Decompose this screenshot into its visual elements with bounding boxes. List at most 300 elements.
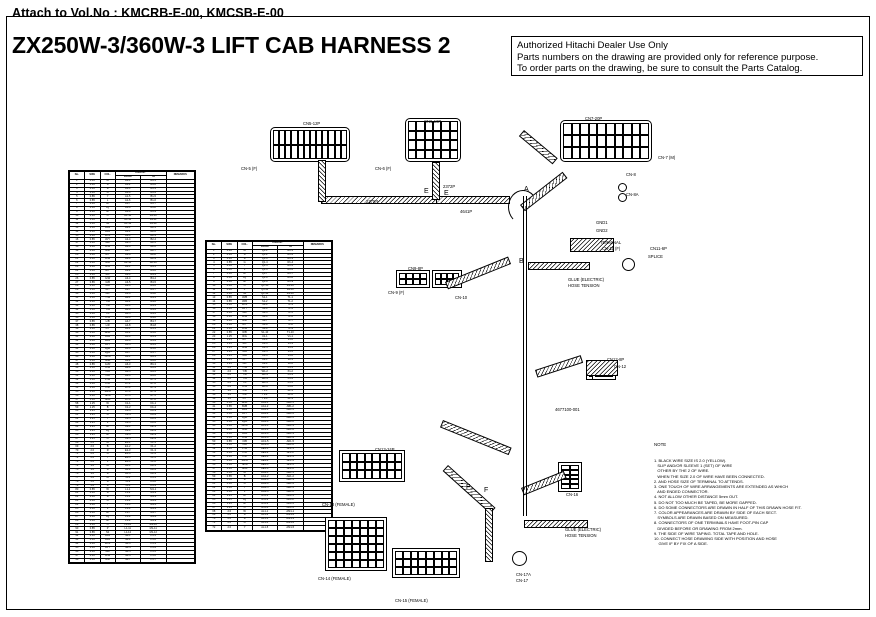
label-lbl-cn8: CN-8 [626, 172, 636, 177]
connector-pin [328, 552, 336, 560]
harness-branch-top-3 [436, 196, 510, 204]
table-row: 72 2.0 Y E1-5 F1-5 [70, 457, 195, 461]
connector-pin [368, 560, 376, 568]
table-row: 17 0.85 W/L A2-5 B2-5 [70, 242, 195, 246]
connector-pin [632, 123, 641, 135]
table-row: 10 0.85 O A1-10 B1-10 [70, 214, 195, 218]
label-lbl-cn13: CN-13 (FEMALE) [322, 502, 355, 507]
note-line: 6. DO SOME CONNECTORS ARE DRAWN IN HALF OF THIS DRAWN HOSE FIT. [654, 504, 802, 510]
label-lbl-term: TERMINAL [600, 240, 622, 245]
connector-pin [606, 123, 615, 135]
table-row: 17 0.85 W/L S1-5 T1-5 [207, 312, 332, 316]
connector-pin [416, 131, 424, 141]
label-lbl-w1: 2375P [366, 199, 379, 204]
table-row: 64 1.25 Br C2-1 D2-1 [70, 425, 195, 429]
connector-pin [360, 520, 368, 528]
connector-pin [357, 462, 365, 471]
trunk-curve [508, 190, 538, 224]
connector-pin [615, 123, 624, 135]
ref-e-letter: E [424, 188, 429, 195]
table-row: 12 0.85 Sb A1-12 B1-12 [70, 222, 195, 226]
connector-pin [344, 552, 352, 560]
table-row: 13 0.85 W/B A2-1 B2-1 [70, 226, 195, 230]
table-row: 33 2.0 Y/R W1-3 X1-3 [207, 374, 332, 378]
terminal-ring-1 [618, 183, 627, 192]
table-row: 56 0.85 Sb/B A7-5 B7-5 [70, 394, 195, 398]
connector-pin [328, 528, 336, 536]
label-lbl-cn12: CN-12 [614, 364, 627, 369]
table-row: 9 0.85 Gr Q1-9 R1-9 [207, 280, 332, 284]
notes-title: NOTE [654, 442, 667, 448]
table-row: 29 0.85 G/Y A3-7 B3-7 [70, 289, 195, 293]
table-row: 48 0.85 Gr/R A6-3 B6-3 [70, 363, 195, 367]
connector-pin [570, 484, 579, 489]
label-lbl-cn6: CN-6 (F) [375, 166, 392, 171]
connector-pin [408, 131, 416, 141]
connector-pin [357, 453, 365, 462]
connector-pin [606, 135, 615, 147]
table-row: 39 3.0 L/Y Y1-3 Z1-3 [207, 397, 332, 401]
connector-pin [365, 470, 373, 479]
connector-pin [418, 559, 426, 567]
connector-pin [434, 551, 442, 559]
table-row: 6 0.85 L A1-6 B1-6 [70, 199, 195, 203]
table-row: 65 1.25 Lg AJ1-2 AK1-2 [207, 498, 332, 502]
table-row: 69 2.0 B E1-2 F1-2 [70, 445, 195, 449]
connector-pin [357, 470, 365, 479]
label-lbl-cn13t: CN13-24P [375, 447, 395, 452]
note-line: 3. ONE TOUCH OF WIRE ARRANGEMENTS ARE EXTENDED AS WHICH [654, 484, 789, 490]
table-row: 32 0.85 Y/B A4-2 B4-2 [70, 300, 195, 304]
connector-cn-5[interactable] [270, 127, 350, 162]
connector-cn-13[interactable] [339, 450, 405, 482]
connector-pin [597, 135, 606, 147]
table-row: 47 0.85 Gr/B A6-2 B6-2 [70, 359, 195, 363]
harness-branch-bottom-2 [485, 508, 493, 562]
table-row: 41 0.85 Br/B A5-3 B5-3 [70, 336, 195, 340]
connector-cn-14[interactable] [325, 517, 387, 571]
main-trunk-2 [526, 196, 527, 516]
connector-pin [372, 462, 380, 471]
table-row: 12 0.85 Sb Q1-12 R1-12 [207, 292, 332, 296]
table-row: 43 0.85 Br/Y A5-5 B5-5 [70, 343, 195, 347]
connector-cn-15[interactable] [392, 548, 460, 578]
table-row: 33 0.85 Y/R A4-3 B4-3 [70, 304, 195, 308]
table-row: 22 0.85 R/B A2-10 B2-10 [70, 261, 195, 265]
label-lbl-w3: 4641P [460, 209, 473, 214]
table-row: 41 0.85 Br/B AA1-2 AB1-2 [207, 405, 332, 409]
note-line: 10. CONNECT HOSE DRAWING SIDE WITH POSITION AND HOSE [654, 536, 777, 542]
connector-pin [413, 279, 420, 285]
label-lbl-cn17b: CN-17A [516, 572, 531, 577]
harness-branch-top-2 [318, 160, 326, 202]
table-row: 74 3.0 W G1-1 H1-1 [70, 464, 195, 468]
table-row: 15 0.85 W/G S1-3 T1-3 [207, 304, 332, 308]
table-row: 49 0.85 O/W AC1-4 AD1-4 [207, 436, 332, 440]
table-row: 14 0.85 W/R A2-2 B2-2 [70, 230, 195, 234]
table-row: 95 0.85 W/Y N1-4 P1-4 [70, 547, 195, 551]
connector-pin [328, 520, 336, 528]
connector-pin [615, 147, 624, 159]
ref-b-letter: B [519, 258, 524, 265]
connector-pin [342, 462, 350, 471]
ref-a-letter: A [524, 186, 529, 193]
table-row: 83 0.85 G L1-4 M1-4 [70, 500, 195, 504]
table-row: 54 0.85 P/R AE1-3 AF1-3 [207, 455, 332, 459]
connector-pin [442, 559, 450, 567]
label-lbl-cn15: CN-15 (FEMALE) [395, 598, 428, 603]
table-row: 21 0.85 R/W S1-9 T1-9 [207, 327, 332, 331]
table-row: 36 2.0 L/W W1-6 X1-6 [207, 385, 332, 389]
table-row: 85 0.85 L L1-6 M1-6 [70, 507, 195, 511]
table-row: 71 2.0 G E1-4 F1-4 [70, 453, 195, 457]
connector-pin [411, 551, 419, 559]
label-lbl-cn8b: CN-8A [626, 192, 639, 197]
label-lbl-cn12t: CN12-8P [607, 357, 625, 362]
connector-pin [408, 140, 416, 150]
table-row: 60 0.85 R AG1-3 AH1-3 [207, 479, 332, 483]
connector-pin [395, 453, 403, 462]
table-row: 77 5.0 W J1-1 K1-1 [70, 476, 195, 480]
table-row: 65 1.25 Lg C2-2 D2-2 [70, 429, 195, 433]
connector-pin [623, 123, 632, 135]
notice-line-2: Parts numbers on the drawing are provided only for reference purpose. [517, 51, 819, 63]
connector-pin [387, 462, 395, 471]
connector-pin [352, 536, 360, 544]
connector-pin [368, 536, 376, 544]
connector-pin [336, 520, 344, 528]
connector-pin [561, 484, 570, 489]
connector-pin [623, 147, 632, 159]
connector-pin [426, 567, 434, 575]
connector-pin [344, 536, 352, 544]
table-row: 80 0.85 W L1-1 M1-1 [70, 488, 195, 492]
table-row: 47 0.85 Gr/B AC1-2 AD1-2 [207, 428, 332, 432]
table-row: 40 0.85 Br/W A5-2 B5-2 [70, 332, 195, 336]
table-row: 89 0.85 O L1-10 M1-10 [70, 523, 195, 527]
table-row: 32 2.0 Y/B W1-2 X1-2 [207, 370, 332, 374]
connector-pin [411, 567, 419, 575]
table-row: 52 0.85 P/W A7-1 B7-1 [70, 379, 195, 383]
connector-pin [360, 544, 368, 552]
table-row: 64 1.25 Br AJ1-1 AK1-1 [207, 494, 332, 498]
table-row: 86 0.85 Br L1-7 M1-7 [70, 511, 195, 515]
connector-pin [632, 135, 641, 147]
table-row: 67 1.25 O C2-4 D2-4 [70, 437, 195, 441]
table-row: 21 0.85 R/W A2-9 B2-9 [70, 257, 195, 261]
main-trunk [523, 196, 524, 516]
table-row: 38 3.0 L/R Y1-2 Z1-2 [207, 393, 332, 397]
table-row: 66 1.25 Gr C2-3 D2-3 [70, 433, 195, 437]
connector-pin [328, 544, 336, 552]
connector-pin [589, 147, 598, 159]
connector-pin [441, 150, 449, 160]
table-row: 42 0.85 Br/R A5-4 B5-4 [70, 339, 195, 343]
connector-pin [360, 552, 368, 560]
table-row: 53 0.85 P/B A7-2 B7-2 [70, 382, 195, 386]
table-row: 15 0.85 W/G A2-3 B2-3 [70, 234, 195, 238]
table-row: 35 0.85 Y/L A4-5 B4-5 [70, 312, 195, 316]
label-lbl-gnd2: GND2 [596, 228, 608, 233]
connector-pin [403, 559, 411, 567]
table-row: 57 0.85 Sb/R A7-6 B7-6 [70, 398, 195, 402]
connector-pin [336, 528, 344, 536]
connector-pin [403, 567, 411, 575]
table-row: 59 1.25 B C1-2 D1-2 [70, 406, 195, 410]
connector-pin [589, 123, 598, 135]
connector-pin [342, 470, 350, 479]
connector-pin [441, 140, 449, 150]
splice-point-2 [512, 551, 527, 566]
table-row: 68 2.0 W E1-1 F1-1 [70, 441, 195, 445]
connector-pin [425, 150, 433, 160]
connector-pin [344, 560, 352, 568]
table-row: 55 0.85 Sb/W AE1-4 AF1-4 [207, 459, 332, 463]
label-lbl-cn9: CN-9 (F) [388, 290, 405, 295]
label-lbl-cn5-top: CN5-12P [303, 121, 321, 126]
table-row: 4 0.85 G A1-4 B1-4 [70, 191, 195, 195]
table-row: 19 0.85 B/R S1-7 T1-7 [207, 319, 332, 323]
connector-pin [433, 140, 441, 150]
connector-pin [449, 559, 457, 567]
connector-pin [328, 560, 336, 568]
connector-pin [425, 140, 433, 150]
connector-pin [449, 551, 457, 559]
label-lbl-cn9t: CN9-8P [408, 266, 423, 271]
connector-pin [416, 140, 424, 150]
connector-pin [563, 123, 572, 135]
note-line: SYMBOLS ARE DRAWN BASED ON MEASURED. [654, 515, 749, 521]
label-lbl-cn7-top: CN7-20P [585, 116, 603, 121]
connector-cn-6[interactable] [405, 118, 461, 162]
table-row: 8 0.85 Lg Q1-8 R1-8 [207, 277, 332, 281]
table-row: 70 2.0 R AL1-3 AM1-3 [207, 518, 332, 522]
table-row: 16 0.85 W/Y A2-4 B2-4 [70, 238, 195, 242]
splice-point-1 [622, 258, 635, 271]
connector-pin [450, 121, 458, 131]
table-row: 25 1.25 R/L U1-3 V1-3 [207, 343, 332, 347]
table-row: 22 0.85 R/B S1-10 T1-10 [207, 331, 332, 335]
table-row: 20 0.85 B/Y S1-8 T1-8 [207, 323, 332, 327]
table-row: 53 0.85 P/B AE1-2 AF1-2 [207, 452, 332, 456]
table-row: 43 0.85 Br/Y AA1-4 AB1-4 [207, 413, 332, 417]
connector-pin [376, 520, 384, 528]
label-lbl-w2: 2372P [443, 184, 456, 189]
connector-pin [606, 147, 615, 159]
connector-pin [336, 536, 344, 544]
note-line: 7. COLOR APPEARANCES ARE DRAWN BY SIDE OF EACH SECT. [654, 510, 777, 516]
table-row: 36 0.85 L/W A4-6 B4-6 [70, 316, 195, 320]
ref-f2-letter: F [484, 487, 489, 494]
table-row: 13 0.85 W/B S1-1 T1-1 [207, 296, 332, 300]
table-row: 97 0.85 B/W N1-6 P1-6 [70, 554, 195, 558]
table-row: 75 3.0 B G1-2 H1-2 [70, 468, 195, 472]
connector-pin [403, 551, 411, 559]
connector-pin [380, 462, 388, 471]
table-row: 8 0.85 Lg A1-8 B1-8 [70, 207, 195, 211]
connector-pin [442, 567, 450, 575]
connector-pin [352, 544, 360, 552]
table-row: 63 0.85 L AG1-6 AH1-6 [207, 491, 332, 495]
connector-pin [360, 528, 368, 536]
connector-pin [434, 559, 442, 567]
table-row: 52 0.85 P/W AE1-1 AF1-1 [207, 448, 332, 452]
connector-pin [597, 147, 606, 159]
connector-pin [441, 131, 449, 141]
table-row: 37 0.85 L/B A4-7 B4-7 [70, 320, 195, 324]
table-row: 55 0.85 Sb/W A7-4 B7-4 [70, 390, 195, 394]
table-row: 7 0.85 Br Q1-7 R1-7 [207, 273, 332, 277]
label-lbl-glue2: HOSE TENSION [568, 283, 600, 288]
note-line: OTHER BY THE 2 OF WIRE. [654, 468, 710, 474]
table-row: 50 0.85 O/B A6-5 B6-5 [70, 371, 195, 375]
table-row: 27 0.85 G/B A3-5 B3-5 [70, 281, 195, 285]
connector-pin [395, 559, 403, 567]
connector-pin [387, 453, 395, 462]
table-row: 6 0.85 L Q1-6 R1-6 [207, 269, 332, 273]
connector-pin [408, 121, 416, 131]
connector-pin [441, 121, 449, 131]
connector-pin [399, 279, 406, 285]
table-row: 3 0.85 R A1-3 B1-3 [70, 187, 195, 191]
table-row: 94 0.85 W/G N1-3 P1-3 [70, 543, 195, 547]
table-row: 11 0.85 P Q1-11 R1-11 [207, 288, 332, 292]
table-row: 27 1.25 G/B U1-5 V1-5 [207, 350, 332, 354]
connector-pin [352, 560, 360, 568]
harness-branch-top-1 [321, 196, 438, 204]
connector-pin [336, 544, 344, 552]
note-line: 4. NOT ALLOW OTHER DISTANCE 5mm OUT. [654, 494, 739, 500]
attach-volno: Attach to Vol.No : KMCRB-E-00, KMCSB-E-00 [12, 6, 284, 20]
note-line: 8. CONNECTORS OF ONE TERMINALS HAVE FOOT-PIN CAP [654, 520, 769, 526]
label-lbl-sn: 4677100-001 [555, 407, 580, 412]
table-row: 78 5.0 B J1-2 K1-2 [70, 480, 195, 484]
connector-pin [352, 552, 360, 560]
table-row: 35 2.0 Y/L W1-5 X1-5 [207, 382, 332, 386]
table-row: 68 2.0 W AL1-1 AM1-1 [207, 510, 332, 514]
table-row: 26 1.25 G/W U1-4 V1-4 [207, 347, 332, 351]
table-row: 93 0.85 W/R N1-2 P1-2 [70, 539, 195, 543]
table-row: 46 0.85 Gr/W AC1-1 AD1-1 [207, 424, 332, 428]
table-row: 31 0.85 Y/W A4-1 B4-1 [70, 297, 195, 301]
table-row: 51 0.85 O/R A6-6 B6-6 [70, 375, 195, 379]
table-row: 48 0.85 Gr/R AC1-3 AD1-3 [207, 432, 332, 436]
table-row: 61 1.25 G C1-4 D1-4 [70, 414, 195, 418]
connector-pin [350, 453, 358, 462]
table-row: 11 0.85 P A1-11 B1-11 [70, 218, 195, 222]
connector-pin [450, 140, 458, 150]
label-lbl-cn10: CN-10 [455, 295, 468, 300]
connector-pin [563, 135, 572, 147]
table-row: 88 0.85 Gr L1-9 M1-9 [70, 519, 195, 523]
table-row: 76 3.0 R G1-3 H1-3 [70, 472, 195, 476]
table-row: 87 0.85 Lg L1-8 M1-8 [70, 515, 195, 519]
connector-cn-9[interactable] [396, 270, 430, 288]
connector-pin [344, 528, 352, 536]
connector-pin [572, 135, 581, 147]
table-row: 73 2.0 L E1-6 F1-6 [70, 461, 195, 465]
connector-pin [395, 551, 403, 559]
connector-pin [580, 147, 589, 159]
table-row: 70 2.0 R E1-3 F1-3 [70, 449, 195, 453]
connector-pin [360, 560, 368, 568]
connector-pin [580, 135, 589, 147]
connector-pin [640, 135, 649, 147]
table-row: 62 1.25 Y C1-5 D1-5 [70, 418, 195, 422]
connector-pin [365, 462, 373, 471]
table-row: 45 0.85 Lg/R A5-7 B5-7 [70, 351, 195, 355]
table-row: 9 0.85 Gr A1-9 B1-9 [70, 211, 195, 215]
table-row: 23 0.85 R/G A3-1 B3-1 [70, 265, 195, 269]
connector-pin [395, 462, 403, 471]
connector-pin [380, 470, 388, 479]
table-row: 44 0.85 Lg/B AA1-5 AB1-5 [207, 417, 332, 421]
connector-pin [376, 560, 384, 568]
table-row: 23 1.25 R/G U1-1 V1-1 [207, 335, 332, 339]
table-row: 90 0.85 P L1-11 M1-11 [70, 527, 195, 531]
connector-pin [632, 147, 641, 159]
table-row: 71 2.0 G AL1-4 AM1-4 [207, 522, 332, 526]
label-lbl-cn7: CN-7 (M) [658, 155, 676, 160]
connector-pin [350, 470, 358, 479]
connector-pin [580, 123, 589, 135]
table-row: 66 1.25 Gr AJ1-3 AK1-3 [207, 502, 332, 506]
table-row: 24 0.85 R/Y A3-2 B3-2 [70, 269, 195, 273]
label-lbl-glue: GLUE (ELECTRIC) [568, 277, 605, 282]
connector-pin [615, 135, 624, 147]
label-lbl-glue3: GLUE (ELECTRIC) [565, 527, 602, 532]
note-line: GIVE IF BY FIX OF A SIDE. [654, 541, 708, 547]
connector-pin [597, 123, 606, 135]
connector-pin [418, 551, 426, 559]
table-row: 63 1.25 L C1-6 D1-6 [70, 422, 195, 426]
table-row: 1 0.85 W A1-1 B1-1 [70, 179, 195, 183]
connector-pin [416, 150, 424, 160]
notice-line-1: Authorized Hitachi Dealer Use Only [517, 40, 668, 51]
connector-pin [336, 552, 344, 560]
label-lbl-splice1: SPLICE [648, 254, 663, 259]
table-row: 16 0.85 W/Y S1-4 T1-4 [207, 308, 332, 312]
connector-pin [425, 131, 433, 141]
table-row: 98 0.85 B/R N1-7 P1-7 [70, 558, 195, 562]
table-row: 57 0.85 Sb/R AE1-6 AF1-6 [207, 467, 332, 471]
table-row: 38 0.85 L/R A4-8 B4-8 [70, 324, 195, 328]
table-row: 34 2.0 Y/G W1-4 X1-4 [207, 378, 332, 382]
connector-cn-7[interactable] [560, 120, 652, 162]
table-row: 4 0.85 G Q1-4 R1-4 [207, 261, 332, 265]
table-row: 2 0.85 B Q1-2 R1-2 [207, 253, 332, 257]
connector-pin [352, 520, 360, 528]
connector-pin [336, 560, 344, 568]
connector-pin [376, 536, 384, 544]
table-row: 56 0.85 Sb/B AE1-5 AF1-5 [207, 463, 332, 467]
table-row: 30 1.25 G/L U2-2 V2-2 [207, 362, 332, 366]
table-row: 5 0.85 Y Q1-5 R1-5 [207, 265, 332, 269]
table-row: 54 0.85 P/R A7-3 B7-3 [70, 386, 195, 390]
table-row: 82 0.85 R L1-3 M1-3 [70, 496, 195, 500]
table-row: 46 0.85 Gr/W A6-1 B6-1 [70, 355, 195, 359]
table-row: 69 2.0 B AL1-2 AM1-2 [207, 514, 332, 518]
table-row: 3 0.85 R Q1-3 R1-3 [207, 257, 332, 261]
harness-branch-top-4 [432, 162, 440, 200]
connector-pin [450, 150, 458, 160]
connector-pin [426, 551, 434, 559]
table-row: 24 1.25 R/Y U1-2 V1-2 [207, 339, 332, 343]
connector-pin [406, 279, 413, 285]
table-row: 61 0.85 G AG1-4 AH1-4 [207, 483, 332, 487]
connector-pin [449, 567, 457, 575]
connector-pin [352, 528, 360, 536]
